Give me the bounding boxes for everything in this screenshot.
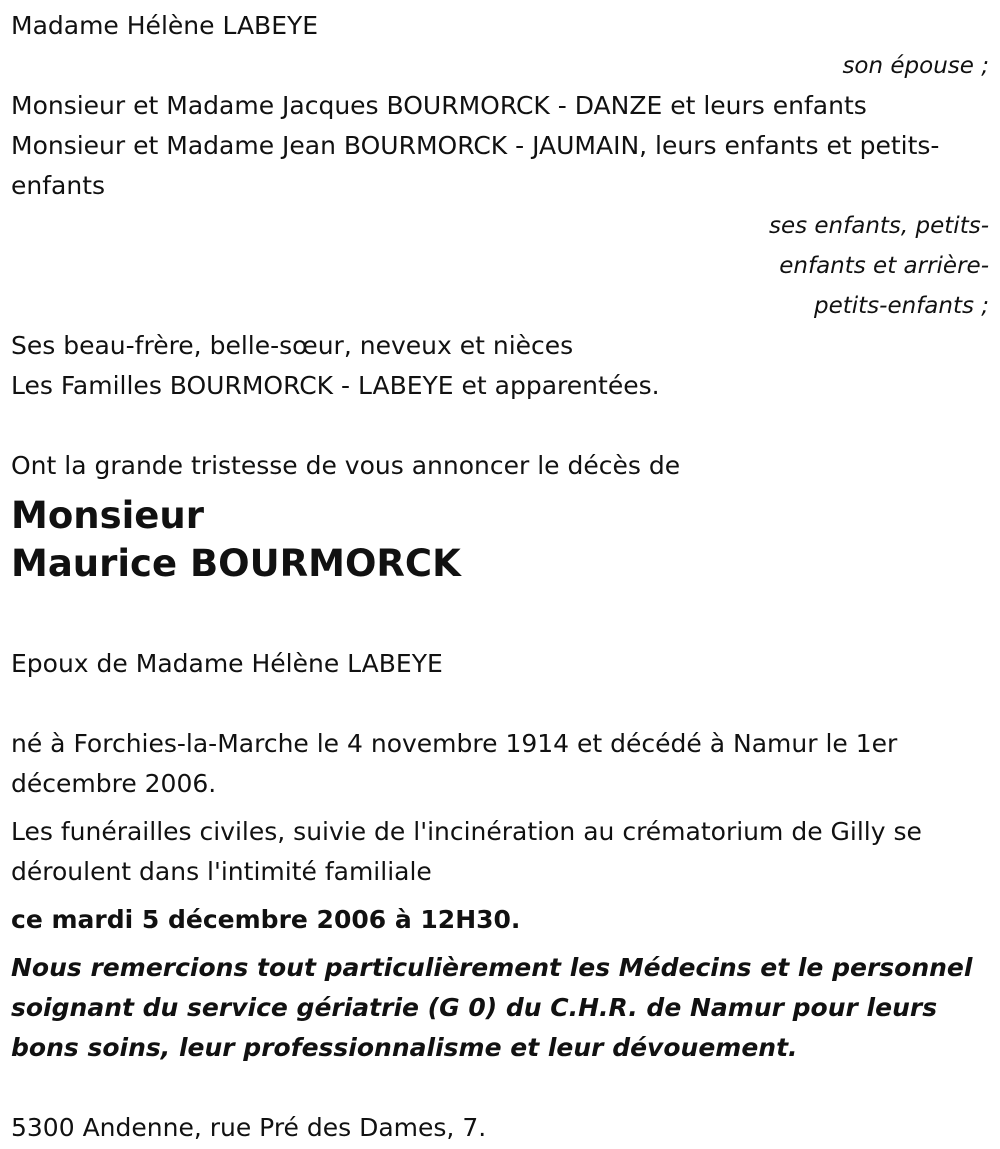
funeral-date: ce mardi 5 décembre 2006 à 12H30. [11,905,521,934]
other-relatives-2: Les Familles BOURMORCK - LABEYE et apparentées. [11,371,660,400]
children-line-2: Monsieur et Madame Jean BOURMORCK - JAUMAIN, leurs enfants et petits-enfants [11,131,940,200]
birth-death-details: né à Forchies-la-Marche le 4 novembre 1914 et décédé à Namur le 1er décembre 2006. [11,729,898,798]
deceased-title: Monsieur [11,494,204,537]
funeral-details: Les funérailles civiles, suivie de l'incinération au crématorium de Gilly se déroulent dans l'intimité familiale [11,817,922,886]
children-line-1: Monsieur et Madame Jacques BOURMORCK - DANZE et leurs enfants [11,91,867,120]
spacer [11,804,989,812]
spacer [11,892,989,900]
spacer [11,684,989,724]
deceased-name: Maurice BOURMORCK [11,542,461,585]
deceased-name-block [11,492,989,588]
address: 5300 Andenne, rue Pré des Dames, 7. [11,1113,487,1142]
spacer [11,1068,989,1108]
obituary-notice [11,6,989,1148]
children-role: ses enfants, petits-enfants et arrière-petits-enfants ; [768,213,989,319]
spacer [11,940,989,948]
spouse-of: Epoux de Madame Hélène LABEYE [11,649,443,678]
spacer [11,588,989,644]
thanks-message: Nous remercions tout particulièrement les Médecins et le personnel soignant du service gériatrie (G 0) du C.H.R. de Namur pour leurs bons soins, leur professionnalisme et leur dévouement. [11,953,973,1062]
spacer [11,406,989,446]
spouse-role: son épouse ; [842,53,989,79]
other-relatives-1: Ses beau-frère, belle-sœur, neveux et nièces [11,331,574,360]
spouse-name: Madame Hélène LABEYE [11,11,319,40]
announcement-text: Ont la grande tristesse de vous annoncer le décès de [11,451,681,480]
